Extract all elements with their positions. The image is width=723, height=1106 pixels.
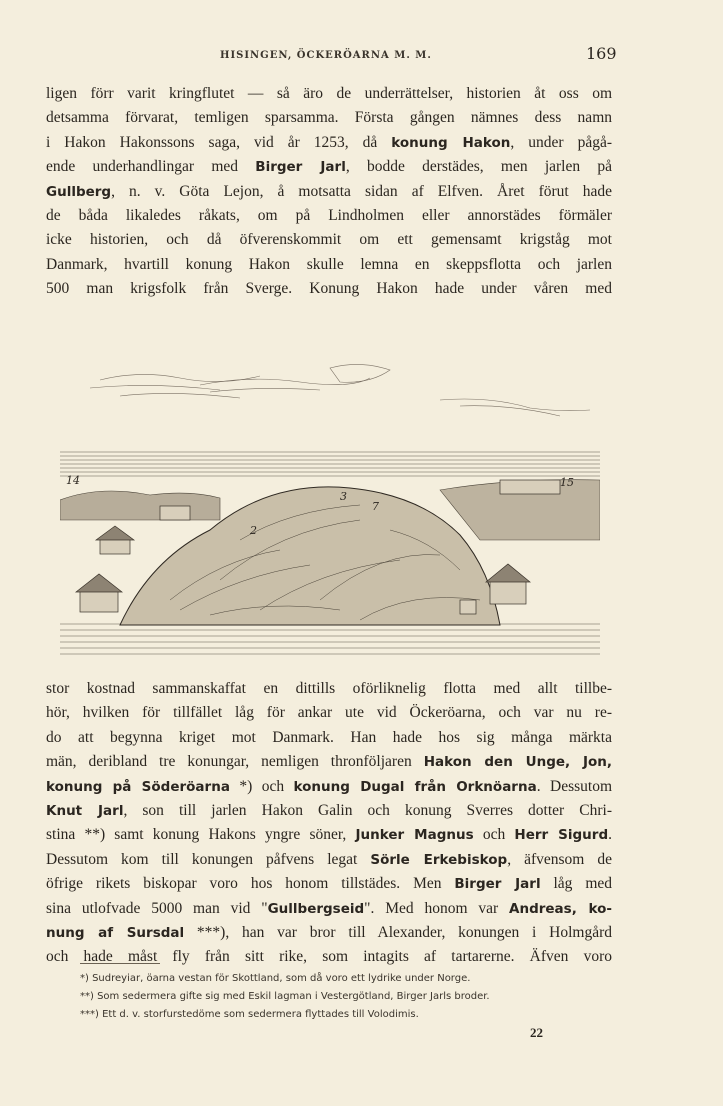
plate-label-3: 3 [340,490,347,503]
bottom-paragraph-line: Knut Jarl, son till jarlen Hakon Galin och konung Sverres dotter Chri- [46,802,612,820]
top-paragraph-line: 500 man krigsfolk från Sverge. Konung Hakon hade under våren med [46,280,612,298]
top-paragraph-line: ende underhandlingar med Birger Jarl, bodde derstädes, men jarlen på [46,158,613,176]
bottom-paragraph-line: och hade måst fly från sitt rike, som intagits af tartarerne. Äfven voro [46,948,612,966]
bottom-paragraph-line: Dessutom kom till konungen påfvens legat Sörle Erkebiskop, äfvensom de [46,850,613,868]
running-head: HISINGEN, ÖCKERÖARNA M. M. [220,50,432,61]
bottom-paragraph-line: hör, hvilken för tillfället låg för ankar ute vid Öckeröarna, och var nu re- [46,704,612,722]
page-number: 169 [586,44,617,63]
signature-mark: 22 [530,1025,543,1040]
bottom-paragraph-line: öfrige rikets biskopar voro hos honom tillstädes. Men Birger Jarl låg med [46,875,613,893]
engraving-illustration [60,360,600,660]
footnote: ***) Ett d. v. storfurstedöme som sedermera flyttades till Volodimis. [80,1009,419,1020]
left-shore [60,491,220,520]
plate-label-4: 7 [372,500,379,513]
top-paragraph-line: icke historien, och då öfverenskommit om ett gemensamt krigståg mot [46,231,612,249]
bottom-paragraph-line: stor kostnad sammanskaffat en dittills oförliknelig flotta med allt tillbe- [46,680,612,697]
plate-label-1: 14 [66,474,80,487]
top-paragraph-line: i Hakon Hakonssons saga, vid år 1253, då konung Hakon, under pågå- [46,133,613,151]
top-paragraph-line: ligen förr varit kringflutet — så äro de underrättelser, historien åt oss om [46,85,612,102]
top-paragraph-line: de båda likaledes råkats, om på Lindholmen eller annorstädes förmäler [46,207,612,225]
footnote-rule [80,963,160,964]
bottom-paragraph [46,677,612,970]
sky-hatching [90,364,590,416]
top-paragraph-line: Danmark, hvartill konung Hakon skulle lemna en skeppsflotta och jarlen [46,255,612,273]
bottom-paragraph-line: stina **) samt konung Hakons yngre söner, Junker Magnus och Herr Sigurd. [46,826,612,844]
bottom-paragraph-line: konung på Söderöarna *) och konung Dugal från Orknöarna. Dessutom [46,777,612,795]
bottom-paragraph-line: do att begynna kriget mot Danmark. Han hade hos sig många märkta [46,728,612,746]
plate-label-5: 15 [560,476,574,489]
footnote: *) Sudreyiar, öarna vestan för Skottland, som då voro ett lydrike under Norge. [80,973,471,984]
top-paragraph-line: detsamma förvarat, temligen sparsamma. Första gången nämnes dess namn [46,109,612,127]
top-paragraph [46,82,612,302]
plate-label-2: 2 [250,524,257,537]
top-paragraph-line: Gullberg, n. v. Göta Lejon, å motsatta sidan af Elfven. Året förut hade [46,182,612,200]
bottom-paragraph-line: sina utlofvade 5000 man vid "Gullbergseid". Med honom var Andreas, ko- [46,899,612,917]
bottom-paragraph-line: nung af Sursdal ***), han var bror till Alexander, konungen i Holmgård [46,924,612,942]
footnotes [80,970,620,1024]
footnote: **) Som sedermera gifte sig med Eskil lagman i Vestergötland, Birger Jarls broder. [80,991,490,1002]
bottom-paragraph-line: män, deribland tre konungar, nemligen thronföljaren Hakon den Unge, Jon, [46,753,612,771]
